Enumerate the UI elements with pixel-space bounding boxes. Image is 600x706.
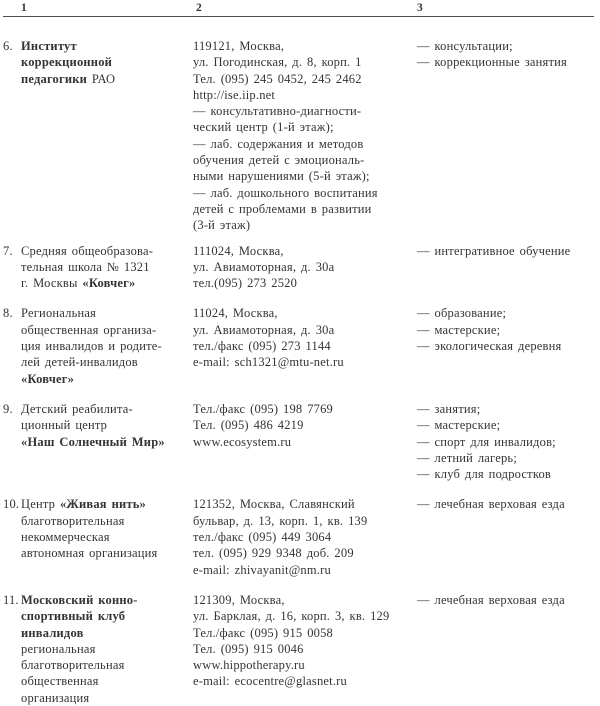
services-cell: [417, 496, 598, 577]
row-number-text: 9.: [3, 401, 13, 416]
org-name-segment: ция инвалидов и родите-: [21, 339, 162, 354]
org-name-line: [21, 371, 193, 387]
contact-line: www.ecosystem.ru: [193, 434, 292, 449]
org-name-cell: [21, 592, 193, 706]
contact-line: ул. Авиамоторная, д. 30а: [193, 259, 335, 274]
contact-line: e-mail: zhivayanit@nm.ru: [193, 562, 331, 577]
org-name-segment: лей детей-инвалидов: [21, 355, 138, 370]
contact-line: Тел. (095) 245 0452, 245 2462: [193, 71, 362, 86]
contact-line: тел. (095) 929 9348 доб. 209: [193, 546, 354, 561]
service-line: — лечебная верховая езда: [417, 497, 565, 512]
org-name-line: [21, 338, 193, 354]
org-name-segment: ционный центр: [21, 418, 108, 433]
org-name-segment: г. Москвы: [21, 276, 83, 291]
service-line: — коррекционные занятия: [417, 55, 567, 70]
org-name-line: [21, 608, 193, 624]
table-row: [3, 401, 598, 482]
service-line: — занятия;: [417, 401, 481, 416]
org-name-line: [21, 354, 193, 370]
contact-line: бульвар, д. 13, корп. 1, кв. 139: [193, 513, 368, 528]
contact-line: www.hippotherapy.ru: [193, 658, 305, 673]
services-cell: [417, 305, 598, 386]
contact-line: — консультативно-диагности-: [193, 104, 362, 119]
contact-line: Тел./факс (095) 915 0058: [193, 625, 334, 640]
org-name-line: [21, 322, 193, 338]
row-number: [3, 496, 21, 577]
row-number-text: 6.: [3, 39, 13, 53]
contact-line: (3-й этаж): [193, 218, 251, 233]
org-name-bold-segment: спортивный клуб: [21, 609, 126, 624]
org-name-segment: региональная: [21, 641, 96, 656]
services-cell: [417, 592, 598, 706]
table-row: [3, 305, 598, 386]
contact-line: e-mail: sch1321@mtu-net.ru: [193, 355, 344, 370]
table-row: [3, 38, 598, 234]
contact-line: Тел. (095) 915 0046: [193, 641, 304, 656]
header-col-1: 1: [21, 2, 27, 14]
org-name-line: [21, 434, 193, 450]
contact-line: e-mail: ecocentre@glasnet.ru: [193, 674, 347, 689]
org-name-bold-segment: инвалидов: [21, 625, 84, 640]
org-name-segment: Центр: [21, 497, 60, 512]
org-name-segment: автономная организация: [21, 546, 158, 561]
org-name-segment: РАО: [87, 71, 116, 86]
contact-line: ул. Погодинская, д. 8, корп. 1: [193, 55, 362, 70]
org-name-line: [21, 305, 193, 321]
org-name-segment: общественная: [21, 674, 99, 689]
org-name-cell: [21, 496, 193, 577]
contact-line: Тел. (095) 486 4219: [193, 418, 304, 433]
org-name-segment: благотворительная: [21, 658, 125, 673]
org-name-segment: Детский реабилита-: [21, 401, 133, 416]
org-name-line: [21, 592, 193, 608]
org-name-segment: организация: [21, 690, 90, 705]
row-number: [3, 401, 21, 482]
row-number-text: 7.: [3, 243, 13, 258]
org-name-bold-segment: «Живая нить»: [59, 497, 146, 512]
row-number: [3, 592, 21, 706]
org-name-line: [21, 417, 193, 433]
org-name-bold-segment: коррекционной: [21, 55, 113, 70]
org-name-line: [21, 71, 193, 87]
contact-line: детей с проблемами в развитии: [193, 201, 372, 216]
org-name-bold-segment: «Наш Солнечный Мир»: [21, 434, 165, 449]
row-number: [3, 38, 21, 234]
contact-line: ул. Барклая, д. 16, корп. 3, кв. 129: [193, 609, 390, 624]
org-name-cell: [21, 243, 193, 292]
header-col-3: 3: [417, 2, 423, 14]
table-row: [3, 243, 598, 292]
contact-line: 119121, Москва,: [193, 39, 285, 53]
org-name-line: [21, 673, 193, 689]
service-line: — мастерские;: [417, 418, 501, 433]
row-number-text: 10.: [3, 497, 20, 512]
table-row: [3, 496, 598, 577]
org-name-line: [21, 243, 193, 259]
contact-line: тел./факс (095) 449 3064: [193, 530, 332, 545]
org-name-line: [21, 545, 193, 561]
service-line: — интегративное обучение: [417, 243, 571, 258]
services-cell: [417, 38, 598, 234]
header-number-spacer: [3, 2, 21, 14]
org-name-cell: [21, 401, 193, 482]
service-line: — образование;: [417, 306, 507, 321]
org-name-bold-segment: Московский конно-: [21, 592, 138, 607]
service-line: — летний лагерь;: [417, 450, 517, 465]
org-name-segment: Средняя общеобразова-: [21, 243, 154, 258]
org-name-segment: некоммерческая: [21, 530, 110, 545]
contact-line: Тел./факс (095) 198 7769: [193, 401, 334, 416]
contact-line: ческий центр (1-й этаж);: [193, 120, 334, 135]
org-name-line: [21, 657, 193, 673]
row-number: [3, 305, 21, 386]
contact-line: тел.(095) 273 2520: [193, 276, 298, 291]
contact-cell: [193, 305, 417, 386]
row-number-text: 8.: [3, 306, 13, 321]
org-name-cell: [21, 305, 193, 386]
table-header: [3, 2, 594, 17]
org-name-line: [21, 401, 193, 417]
org-name-line: [21, 690, 193, 706]
table-row: [3, 592, 598, 706]
contact-line: тел./факс (095) 273 1144: [193, 339, 331, 354]
contact-line: 111024, Москва,: [193, 243, 284, 258]
org-name-line: [21, 625, 193, 641]
table-rows: [3, 38, 598, 706]
contact-line: 121309, Москва,: [193, 592, 285, 607]
org-name-line: [21, 513, 193, 529]
org-name-line: [21, 529, 193, 545]
org-name-bold-segment: «Ковчег»: [21, 371, 75, 386]
org-name-line: [21, 259, 193, 275]
org-name-segment: общественная организа-: [21, 322, 157, 337]
contact-cell: [193, 592, 417, 706]
org-name-line: [21, 275, 193, 291]
contact-cell: [193, 38, 417, 234]
org-name-segment: благотворительная: [21, 513, 125, 528]
row-number: [3, 243, 21, 292]
services-cell: [417, 401, 598, 482]
contact-line: — лаб. дошкольного воспитания: [193, 185, 378, 200]
service-line: — консультации;: [417, 39, 513, 53]
org-name-segment: Региональная: [21, 306, 97, 321]
service-line: — клуб для подростков: [417, 467, 552, 482]
org-name-line: [21, 54, 193, 70]
contact-line: http://ise.iip.net: [193, 87, 276, 102]
org-name-line: [21, 38, 193, 54]
org-name-bold-segment: Институт: [21, 39, 77, 53]
contact-line: обучения детей с эмоциональ-: [193, 153, 365, 168]
row-number-text: 11.: [3, 592, 19, 607]
service-line: — мастерские;: [417, 322, 501, 337]
org-name-segment: тельная школа № 1321: [21, 259, 150, 274]
contact-line: — лаб. содержания и методов: [193, 136, 364, 151]
org-name-bold-segment: педагогики: [21, 71, 88, 86]
contact-line: ными нарушениями (5-й этаж);: [193, 169, 370, 184]
services-cell: [417, 243, 598, 292]
contact-cell: [193, 401, 417, 482]
contact-line: ул. Авиамоторная, д. 30а: [193, 322, 335, 337]
org-name-cell: [21, 38, 193, 234]
contact-line: 121352, Москва, Славянский: [193, 497, 355, 512]
service-line: — лечебная верховая езда: [417, 592, 565, 607]
org-name-line: [21, 496, 193, 512]
service-line: — спорт для инвалидов;: [417, 434, 556, 449]
contact-cell: [193, 496, 417, 577]
contact-line: 11024, Москва,: [193, 306, 278, 321]
contact-cell: [193, 243, 417, 292]
header-col-2: 2: [196, 2, 202, 14]
org-name-line: [21, 641, 193, 657]
org-name-bold-segment: «Ковчег»: [82, 276, 136, 291]
service-line: — экологическая деревня: [417, 339, 562, 354]
